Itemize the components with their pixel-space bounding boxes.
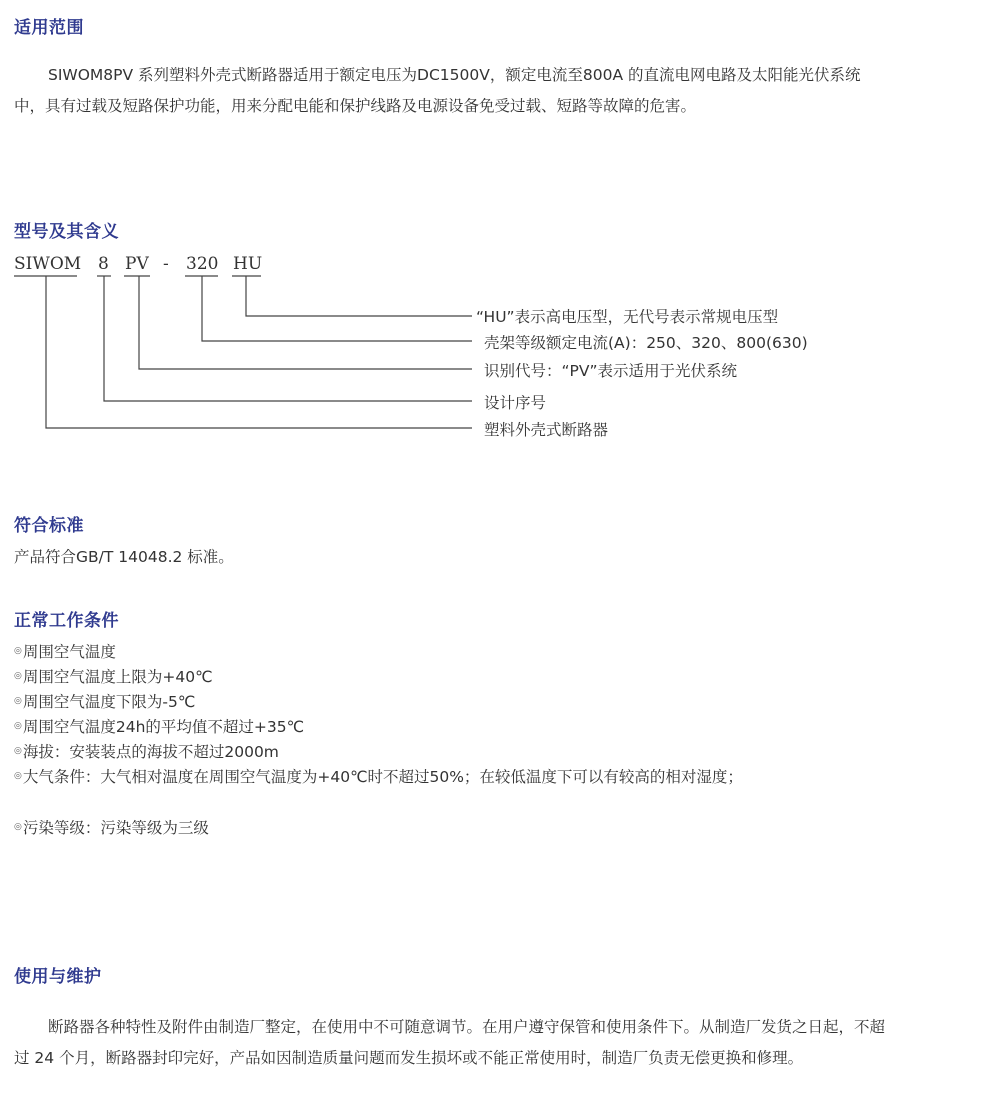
model-part-pv: PV [125,254,149,274]
maintenance-paragraph-line-2: 过 24 个月，断路器封印完好，产品如因制造质量问题而发生损坏或不能正常使用时，制造厂负责无偿更换和修理。 [14,1049,804,1067]
section-title-scope: 适用范围 [14,18,84,38]
condition-item [14,765,743,787]
bullet-icon: ◎ [14,670,22,681]
model-legend-series: 塑料外壳式断路器 [484,421,609,439]
bullet-icon: ◎ [14,770,22,781]
scope-paragraph-line-1: SIWOM8PV 系列塑料外壳式断路器适用于额定电压为DC1500V，额定电流至800A 的直流电网电路及太阳能光伏系统 [48,66,861,84]
condition-text: 大气条件：大气相对温度在周围空气温度为+40℃时不超过50%；在较低温度下可以有较高的相对湿度； [22,768,743,786]
model-part-series: SIWOM [14,254,82,274]
section-title-maintenance: 使用与维护 [14,967,102,987]
condition-item [14,740,279,762]
scope-paragraph-line-2: 中，具有过载及短路保护功能，用来分配电能和保护线路及电源设备免受过载、短路等故障的危害。 [14,97,697,115]
model-part-current: 320 [186,254,219,274]
bullet-icon: ◎ [14,645,22,656]
condition-item [14,715,304,737]
condition-item [14,665,212,687]
maintenance-paragraph-line-1: 断路器各种特性及附件由制造厂整定，在使用中不可随意调节。在用户遵守保管和使用条件下。从制造厂发货之日起，不超 [48,1018,886,1036]
condition-text: 污染等级：污染等级为三级 [22,819,209,837]
bullet-icon: ◎ [14,745,22,756]
model-legend-hu: “HU”表示高电压型，无代号表示常规电压型 [476,308,779,326]
model-part-design-number: 8 [98,254,109,274]
model-part-dash: - [163,254,169,274]
standard-text: 产品符合GB/T 14048.2 标准。 [14,548,234,566]
model-part-hu: HU [233,254,263,274]
section-title-model: 型号及其含义 [14,222,119,242]
condition-item [14,816,209,838]
bullet-icon: ◎ [14,821,22,832]
section-title-standard: 符合标准 [14,516,84,536]
condition-text: 周围空气温度下限为-5℃ [22,693,196,711]
condition-item [14,690,195,712]
condition-text: 周围空气温度上限为+40℃ [22,668,213,686]
bullet-icon: ◎ [14,695,22,706]
condition-item [14,640,116,662]
bullet-icon: ◎ [14,720,22,731]
condition-text: 海拔：安装装点的海拔不超过2000m [22,743,279,761]
model-legend-design-number: 设计序号 [484,394,547,412]
condition-text: 周围空气温度24h的平均值不超过+35℃ [22,718,305,736]
model-legend-pv: 识别代号：“PV”表示适用于光伏系统 [484,362,738,380]
model-legend-frame-current: 壳架等级额定电流(A)：250、320、800(630) [484,334,808,352]
section-title-conditions: 正常工作条件 [14,611,119,631]
condition-text: 周围空气温度 [22,643,116,661]
